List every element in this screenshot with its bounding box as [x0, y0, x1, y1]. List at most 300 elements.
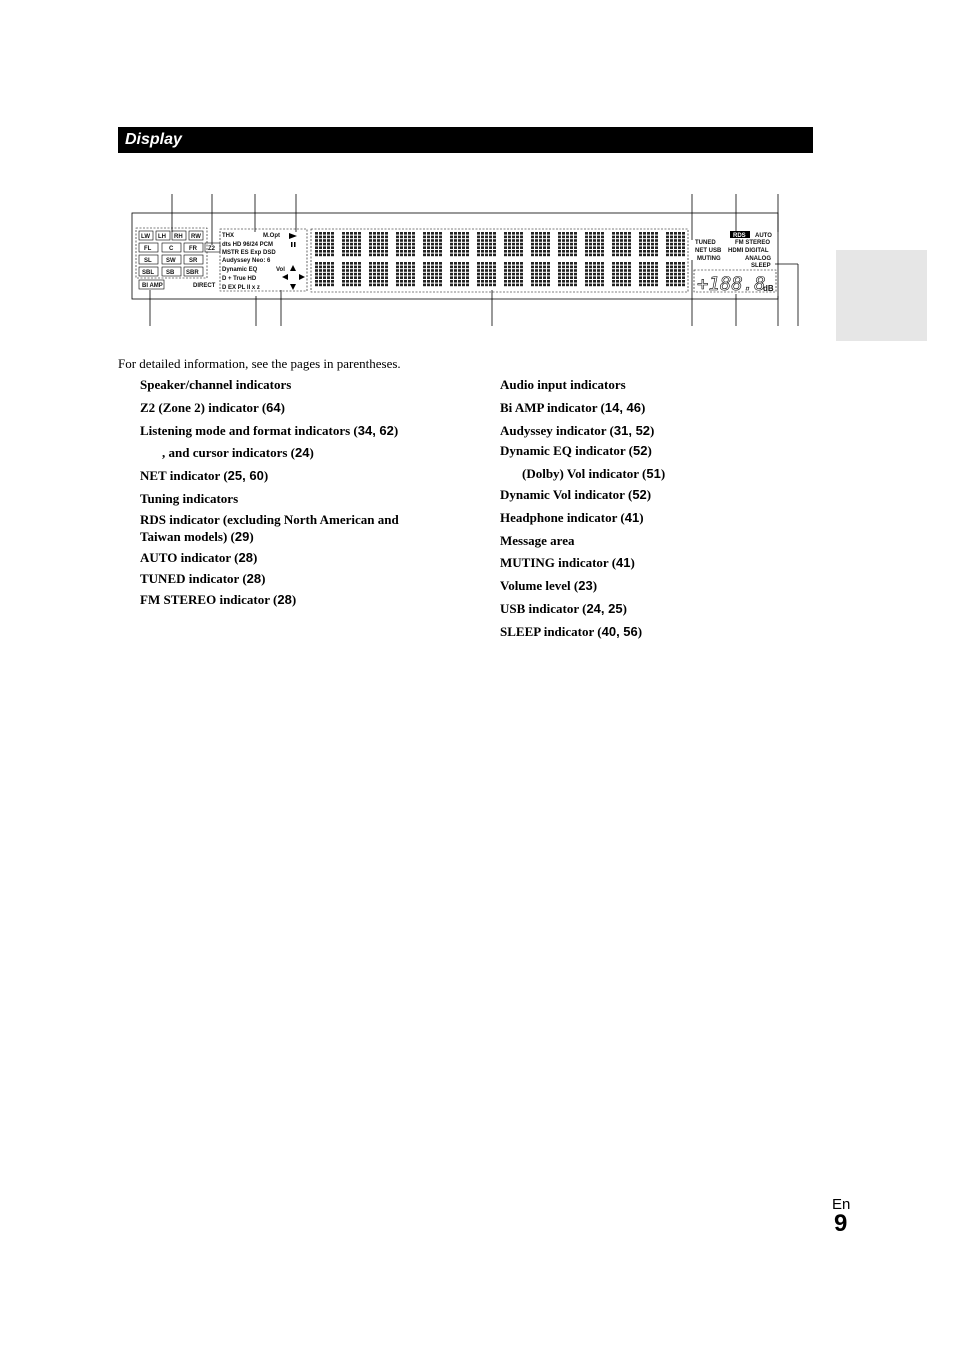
matrix-dot: [628, 243, 631, 246]
matrix-dot: [481, 239, 484, 242]
matrix-dot: [331, 254, 334, 257]
legend-item-close: ): [639, 510, 644, 525]
matrix-dot: [674, 232, 677, 235]
matrix-dot: [489, 243, 492, 246]
matrix-dot: [539, 239, 542, 242]
legend-item-close: ): [592, 578, 598, 593]
matrix-dot: [327, 243, 330, 246]
matrix-dot: [624, 266, 627, 269]
matrix-dot: [539, 250, 542, 253]
matrix-dot: [369, 266, 372, 269]
matrix-dot: [466, 232, 469, 235]
matrix-dot: [516, 262, 519, 265]
matrix-dot: [342, 266, 345, 269]
matrix-dot: [531, 269, 534, 272]
matrix-dot: [655, 246, 658, 249]
matrix-dot: [512, 269, 515, 272]
matrix-dot: [319, 246, 322, 249]
matrix-dot: [597, 254, 600, 257]
matrix-dot: [628, 276, 631, 279]
matrix-dot: [643, 266, 646, 269]
matrix-dot: [597, 262, 600, 265]
matrix-dot: [674, 250, 677, 253]
matrix-dot: [369, 254, 372, 257]
matrix-dot: [574, 273, 577, 276]
matrix-dot: [647, 250, 650, 253]
matrix-dot: [597, 269, 600, 272]
matrix-dot: [516, 280, 519, 283]
matrix-dot: [423, 232, 426, 235]
matrix-dot: [385, 273, 388, 276]
matrix-dot: [373, 280, 376, 283]
matrix-dot: [427, 250, 430, 253]
matrix-dot: [404, 254, 407, 257]
matrix-dot: [531, 254, 534, 257]
legend-item-pages: 28: [277, 592, 292, 607]
matrix-dot: [327, 246, 330, 249]
matrix-dot: [624, 243, 627, 246]
matrix-dot: [535, 280, 538, 283]
matrix-dot: [373, 276, 376, 279]
matrix-dot: [508, 250, 511, 253]
matrix-dot: [458, 232, 461, 235]
matrix-dot: [547, 239, 550, 242]
matrix-dot: [593, 246, 596, 249]
matrix-dot: [628, 262, 631, 265]
matrix-dot: [412, 269, 415, 272]
matrix-dot: [462, 284, 465, 287]
matrix-dot: [489, 280, 492, 283]
matrix-dot: [404, 246, 407, 249]
matrix-dot: [404, 276, 407, 279]
matrix-dot: [319, 243, 322, 246]
matrix-dot: [315, 243, 318, 246]
matrix-dot: [319, 236, 322, 239]
matrix-dot: [412, 243, 415, 246]
matrix-dot: [431, 273, 434, 276]
matrix-dot: [466, 273, 469, 276]
matrix-dot: [327, 276, 330, 279]
matrix-dot: [377, 284, 380, 287]
matrix-dot: [373, 236, 376, 239]
matrix-dot: [620, 276, 623, 279]
matrix-dot: [400, 246, 403, 249]
matrix-dot: [454, 243, 457, 246]
matrix-dot: [504, 239, 507, 242]
matrix-dot: [643, 269, 646, 272]
matrix-dot: [400, 276, 403, 279]
matrix-dot: [319, 284, 322, 287]
matrix-dot: [350, 239, 353, 242]
matrix-dot: [423, 254, 426, 257]
matrix-dot: [315, 276, 318, 279]
matrix-dot: [574, 250, 577, 253]
legend-item-text: RDS indicator (excluding North American and: [140, 512, 399, 527]
matrix-dot: [516, 254, 519, 257]
matrix-dot: [431, 239, 434, 242]
matrix-dot: [597, 239, 600, 242]
matrix-dot: [327, 236, 330, 239]
legend-item-text: Dynamic Vol indicator (: [500, 487, 633, 502]
m-opt-label: M.Opt: [263, 233, 280, 239]
legend-item-close: ): [622, 601, 627, 616]
matrix-dot: [674, 276, 677, 279]
matrix-dot: [570, 262, 573, 265]
matrix-dot: [485, 243, 488, 246]
matrix-dot: [678, 232, 681, 235]
matrix-dot: [346, 236, 349, 239]
matrix-dot: [358, 262, 361, 265]
matrix-dot: [346, 266, 349, 269]
legend-item-text: Audyssey indicator (: [500, 423, 614, 438]
matrix-dot: [570, 239, 573, 242]
matrix-dot: [408, 243, 411, 246]
matrix-dot: [566, 266, 569, 269]
matrix-dot: [431, 232, 434, 235]
matrix-dot: [423, 273, 426, 276]
matrix-dot: [458, 239, 461, 242]
legend-item: [500, 624, 642, 640]
matrix-dot: [682, 254, 685, 257]
matrix-dot: [620, 262, 623, 265]
matrix-dot: [574, 262, 577, 265]
matrix-dot: [319, 254, 322, 257]
matrix-dot: [620, 273, 623, 276]
matrix-dot: [350, 250, 353, 253]
matrix-dot: [400, 250, 403, 253]
matrix-dot: [543, 236, 546, 239]
matrix-dot: [643, 273, 646, 276]
speaker-fl: FL: [144, 246, 152, 252]
tuned-label: TUNED: [695, 240, 716, 246]
matrix-dot: [655, 232, 658, 235]
matrix-dot: [670, 236, 673, 239]
matrix-dot: [670, 246, 673, 249]
matrix-dot: [531, 246, 534, 249]
matrix-dot: [585, 239, 588, 242]
matrix-dot: [481, 254, 484, 257]
matrix-dot: [404, 250, 407, 253]
legend-item-pages: 23: [578, 578, 593, 593]
matrix-dot: [647, 236, 650, 239]
legend-item-text: NET indicator (: [140, 468, 228, 483]
truehd-label: D + True HD: [222, 276, 257, 282]
matrix-dot: [319, 276, 322, 279]
matrix-dot: [520, 239, 523, 242]
matrix-dot: [508, 254, 511, 257]
matrix-dot: [655, 276, 658, 279]
matrix-dot: [612, 262, 615, 265]
matrix-dot: [369, 280, 372, 283]
matrix-dot: [354, 269, 357, 272]
matrix-dot: [454, 250, 457, 253]
matrix-dot: [674, 269, 677, 272]
matrix-dot: [377, 250, 380, 253]
matrix-dot: [396, 254, 399, 257]
matrix-dot: [535, 236, 538, 239]
speaker-sbl: SBL: [142, 270, 154, 276]
matrix-dot: [350, 246, 353, 249]
section-title: Display: [125, 131, 182, 148]
matrix-dot: [547, 246, 550, 249]
matrix-dot: [485, 266, 488, 269]
matrix-dot: [404, 262, 407, 265]
matrix-dot: [666, 269, 669, 272]
speaker-indicators: [139, 231, 203, 276]
matrix-dot: [655, 243, 658, 246]
matrix-dot: [315, 280, 318, 283]
matrix-dot: [412, 246, 415, 249]
matrix-dot: [593, 250, 596, 253]
matrix-dot: [512, 254, 515, 257]
matrix-dot: [508, 276, 511, 279]
matrix-dot: [431, 276, 434, 279]
matrix-dot: [516, 284, 519, 287]
matrix-dot: [585, 250, 588, 253]
matrix-dot: [520, 262, 523, 265]
matrix-dot: [319, 232, 322, 235]
matrix-dot: [315, 250, 318, 253]
matrix-dot: [570, 232, 573, 235]
matrix-dot: [466, 246, 469, 249]
matrix-dot: [481, 243, 484, 246]
matrix-dot: [647, 269, 650, 272]
speaker-lh: LH: [158, 234, 166, 240]
legend-item-close: ): [650, 423, 655, 438]
matrix-dot: [385, 269, 388, 272]
matrix-dot: [427, 266, 430, 269]
matrix-dot: [601, 243, 604, 246]
matrix-dot: [462, 232, 465, 235]
speaker-sl: SL: [144, 258, 152, 264]
matrix-dot: [643, 262, 646, 265]
matrix-dot: [358, 243, 361, 246]
matrix-dot: [385, 254, 388, 257]
matrix-dot: [354, 262, 357, 265]
matrix-dot: [404, 284, 407, 287]
matrix-dot: [620, 243, 623, 246]
matrix-dot: [427, 269, 430, 272]
matrix-dot: [458, 273, 461, 276]
matrix-dot: [647, 280, 650, 283]
message-area-outline: [311, 229, 688, 292]
legend-item-text: Tuning indicators: [140, 491, 239, 506]
matrix-dot: [458, 284, 461, 287]
matrix-dot: [404, 239, 407, 242]
matrix-dot: [377, 232, 380, 235]
legend-item-text: Headphone indicator (: [500, 510, 625, 525]
matrix-dot: [601, 273, 604, 276]
matrix-dot: [462, 273, 465, 276]
matrix-dot: [354, 276, 357, 279]
matrix-dot: [466, 262, 469, 265]
matrix-dot: [358, 236, 361, 239]
matrix-dot: [520, 266, 523, 269]
matrix-dot: [616, 273, 619, 276]
matrix-dot: [678, 239, 681, 242]
matrix-dot: [412, 239, 415, 242]
matrix-dot: [574, 276, 577, 279]
matrix-dot: [435, 280, 438, 283]
matrix-dot: [346, 239, 349, 242]
matrix-dot: [358, 246, 361, 249]
matrix-dot: [458, 280, 461, 283]
matrix-dot: [547, 236, 550, 239]
matrix-dot: [450, 243, 453, 246]
matrix-dot: [643, 246, 646, 249]
matrix-dot: [400, 236, 403, 239]
legend-item-text: Dynamic EQ indicator (: [500, 443, 634, 458]
matrix-dot: [489, 236, 492, 239]
matrix-dot: [562, 280, 565, 283]
matrix-dot: [531, 276, 534, 279]
matrix-dot: [512, 250, 515, 253]
matrix-dot: [585, 246, 588, 249]
matrix-dot: [381, 232, 384, 235]
matrix-dot: [327, 232, 330, 235]
matrix-dot: [585, 236, 588, 239]
legend-item: [500, 601, 627, 617]
matrix-dot: [597, 273, 600, 276]
matrix-dot: [508, 269, 511, 272]
matrix-dot: [589, 254, 592, 257]
matrix-dot: [354, 254, 357, 257]
matrix-dot: [477, 273, 480, 276]
speaker-fr: FR: [189, 246, 197, 252]
matrix-dot: [655, 254, 658, 257]
legend-item: [140, 400, 285, 416]
matrix-dot: [543, 284, 546, 287]
matrix-dot: [454, 284, 457, 287]
matrix-dot: [462, 280, 465, 283]
matrix-dot: [670, 239, 673, 242]
matrix-dot: [427, 239, 430, 242]
matrix-dot: [323, 232, 326, 235]
matrix-dot: [612, 284, 615, 287]
matrix-dot: [574, 280, 577, 283]
matrix-dot: [651, 232, 654, 235]
legend-item: [500, 578, 597, 594]
matrix-dot: [489, 276, 492, 279]
analog-label: ANALOG: [745, 256, 771, 262]
matrix-dot: [458, 269, 461, 272]
matrix-dot: [589, 236, 592, 239]
matrix-dot: [504, 280, 507, 283]
matrix-dot: [589, 246, 592, 249]
legend-item: [140, 550, 257, 566]
matrix-dot: [682, 280, 685, 283]
matrix-dot: [516, 246, 519, 249]
matrix-dot: [396, 232, 399, 235]
matrix-dot: [485, 232, 488, 235]
matrix-dot: [504, 262, 507, 265]
legend-item: [140, 468, 268, 484]
matrix-dot: [616, 276, 619, 279]
matrix-dot: [682, 246, 685, 249]
matrix-dot: [431, 243, 434, 246]
matrix-dot: [512, 232, 515, 235]
matrix-dot: [408, 254, 411, 257]
matrix-dot: [624, 250, 627, 253]
matrix-dot: [485, 246, 488, 249]
matrix-dot: [674, 243, 677, 246]
matrix-dot: [477, 269, 480, 272]
matrix-dot: [612, 276, 615, 279]
legend-item-pages: 24: [295, 445, 310, 460]
matrix-dot: [593, 236, 596, 239]
matrix-dot: [566, 269, 569, 272]
matrix-dot: [400, 232, 403, 235]
matrix-dot: [373, 262, 376, 265]
matrix-dot: [651, 246, 654, 249]
matrix-dot: [543, 273, 546, 276]
matrix-dot: [412, 236, 415, 239]
matrix-dot: [477, 262, 480, 265]
matrix-dot: [477, 246, 480, 249]
matrix-dot: [520, 284, 523, 287]
legend-item-pages: 52: [633, 443, 648, 458]
matrix-dot: [616, 236, 619, 239]
matrix-dot: [512, 246, 515, 249]
matrix-dot: [381, 284, 384, 287]
legend-item-text: MUTING indicator (: [500, 555, 617, 570]
legend-item-close: ): [637, 624, 643, 639]
matrix-dot: [643, 284, 646, 287]
matrix-dot: [535, 243, 538, 246]
matrix-dot: [404, 266, 407, 269]
matrix-dot: [319, 239, 322, 242]
matrix-dot: [628, 239, 631, 242]
matrix-dot: [566, 239, 569, 242]
legend-item-close: ): [261, 571, 266, 586]
matrix-dot: [674, 236, 677, 239]
legend-item-close: ): [393, 423, 399, 438]
legend-item-text: Message area: [500, 533, 575, 548]
matrix-dot: [346, 262, 349, 265]
legend-item: [500, 443, 652, 459]
matrix-dot: [651, 284, 654, 287]
legend-item-close: ): [263, 468, 269, 483]
matrix-dot: [535, 262, 538, 265]
muting-label: MUTING: [697, 256, 721, 262]
matrix-dot: [539, 236, 542, 239]
matrix-dot: [643, 254, 646, 257]
matrix-dot: [531, 262, 534, 265]
matrix-dot: [346, 232, 349, 235]
matrix-dot: [454, 239, 457, 242]
matrix-dot: [620, 250, 623, 253]
matrix-dot: [435, 250, 438, 253]
matrix-dot: [354, 246, 357, 249]
matrix-dot: [674, 254, 677, 257]
legend-item-close: ): [646, 487, 652, 502]
legend-item-text: USB indicator (: [500, 601, 587, 616]
matrix-dot: [612, 266, 615, 269]
matrix-dot: [547, 243, 550, 246]
matrix-dot: [616, 250, 619, 253]
matrix-dot: [531, 280, 534, 283]
matrix-dot: [439, 254, 442, 257]
matrix-dot: [655, 273, 658, 276]
matrix-dot: [616, 262, 619, 265]
matrix-dot: [601, 246, 604, 249]
matrix-dot: [427, 236, 430, 239]
speaker-sbr: SBR: [186, 270, 199, 276]
matrix-dot: [466, 250, 469, 253]
matrix-dot: [539, 243, 542, 246]
matrix-dot: [558, 276, 561, 279]
matrix-dot: [520, 276, 523, 279]
